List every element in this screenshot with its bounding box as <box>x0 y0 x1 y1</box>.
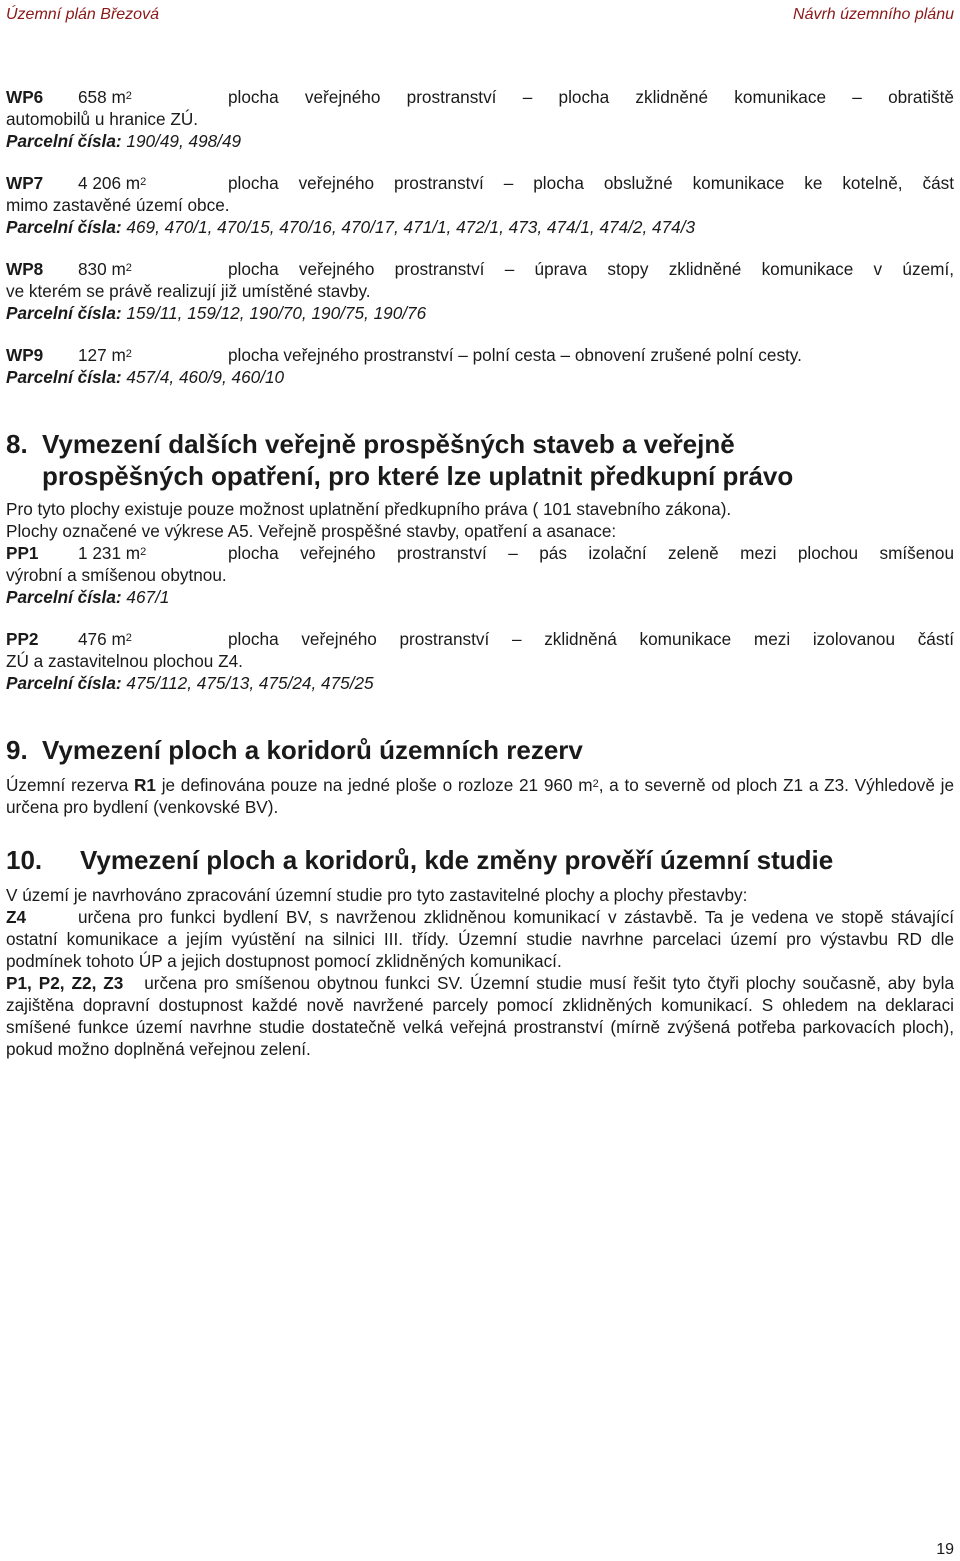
item-description-continued: výrobní a smíšenou obytnou. <box>6 565 227 585</box>
parcel-numbers: Parcelní čísla: 159/11, 159/12, 190/70, 190/75, 190/76 <box>6 303 427 323</box>
parcel-numbers: Parcelní čísla: 469, 470/1, 470/15, 470/16, 470/17, 471/1, 472/1, 473, 474/1, 474/2, 474/3 <box>6 217 696 237</box>
item-description-continued: mimo zastavěné území obce. <box>6 195 230 215</box>
header-document-title: Územní plán Březová <box>6 6 159 23</box>
section-paragraph: Územní rezerva R1 je definována pouze na jedné ploše o rozloze 21 960 $m^2$, a to severně od ploch Z1 a Z3. Výhledově je určena pro bydlení (venkovské BV). <box>6 775 955 817</box>
item-code: PP1 <box>6 543 39 563</box>
wp-item <box>6 344 954 388</box>
header-document-status: Návrh územního plánu <box>793 6 954 23</box>
parcel-numbers: Parcelní čísla: 467/1 <box>6 587 170 607</box>
item-description: plocha veřejného prostranství – pás izolační zeleně mezi plochou smíšenou <box>228 543 954 563</box>
wp-item <box>6 86 954 152</box>
item-area: 830 $m^2$ <box>78 259 132 279</box>
pp-item <box>6 628 954 694</box>
section-8 <box>6 428 954 694</box>
item-code: WP7 <box>6 173 44 193</box>
pp-item <box>6 542 954 608</box>
parcel-numbers: Parcelní čísla: 190/49, 498/49 <box>6 131 242 151</box>
item-description-continued: ve kterém se právě realizují již umístěné stavby. <box>6 281 371 301</box>
item-code: PP2 <box>6 629 39 649</box>
wp-item <box>6 258 954 324</box>
item-description: plocha veřejného prostranství – úprava stopy zklidněné komunikace v území, <box>228 259 954 279</box>
item-area: 127 $m^2$ <box>78 345 132 365</box>
section-heading: 8. Vymezení dalších veřejně prospěšných staveb a veřejně prospěšných opatření, pro které lze uplatnit předkupní právo <box>6 429 794 491</box>
section-paragraph: V území je navrhováno zpracování územní studie pro tyto zastavitelné plochy a plochy přestavby: <box>6 885 748 905</box>
item-description: plocha veřejného prostranství – plocha obslužné komunikace ke kotelně, část <box>228 173 954 193</box>
item-area: 476 $m^2$ <box>78 629 132 649</box>
wp-item <box>6 172 954 238</box>
section-9 <box>6 734 954 818</box>
study-item-z4: Z4 určena pro funkci bydlení BV, s navrženou zklidněnou komunikací v zástavbě. Ta je vedena ve stopě stávající ostatní komunikace a jejím vyústění na silnici III. třídy. Územní studie navrhne parcelaci území pro výstavbu RD dle podmínek tohoto ÚP a jejich dostupnost pomocí zklidněných komunikací. <box>6 907 954 971</box>
page-header <box>6 4 954 38</box>
section-paragraph: Plochy označené ve výkrese A5. Veřejně prospěšné stavby, opatření a asanace: <box>6 521 617 541</box>
section-heading: 9. Vymezení ploch a koridorů územních rezerv <box>6 735 583 765</box>
item-code: WP6 <box>6 87 44 107</box>
item-description-continued: automobilů u hranice ZÚ. <box>6 109 199 129</box>
parcel-numbers: Parcelní čísla: 475/112, 475/13, 475/24, 475/25 <box>6 673 374 693</box>
item-description: plocha veřejného prostranství – plocha zklidněné komunikace – obratiště <box>228 87 954 107</box>
item-description: plocha veřejného prostranství – zklidněná komunikace mezi izolovanou částí <box>228 629 954 649</box>
section-10 <box>6 844 954 1060</box>
section-paragraph: Pro tyto plochy existuje pouze možnost uplatnění předkupního práva ( 101 stavebního zákona). <box>6 499 732 519</box>
item-code: WP8 <box>6 259 44 279</box>
item-area: 658 $m^2$ <box>78 87 132 107</box>
item-description-continued: ZÚ a zastavitelnou plochou Z4. <box>6 651 243 671</box>
item-code: WP9 <box>6 345 44 365</box>
item-description: plocha veřejného prostranství – polní cesta – obnovení zrušené polní cesty. <box>228 345 802 365</box>
section-heading: 10. Vymezení ploch a koridorů, kde změny prověří územní studie <box>6 845 834 875</box>
study-item-p1-p2-z2-z3: P1, P2, Z2, Z3 určena pro smíšenou obytnou funkci SV. Územní studie musí řešit tyto čtyři plochy současně, aby byla zajištěna dopravní dostupnost každé nově navržené parcely pomocí zklidněných komunikací. S ohledem na deklaraci smíšené funkce území navrhne studie dostatečně velká veřejná prostranství (mírně zvýšená potřeba parkovacích ploch), pokud možno doplněná veřejnou zelení. <box>6 973 954 1059</box>
item-area: 1 231 $m^2$ <box>78 543 147 563</box>
parcel-numbers: Parcelní čísla: 457/4, 460/9, 460/10 <box>6 367 285 387</box>
page-content <box>6 86 954 1060</box>
item-area: 4 206 $m^2$ <box>78 173 147 193</box>
page-number: 19 <box>936 1541 954 1558</box>
